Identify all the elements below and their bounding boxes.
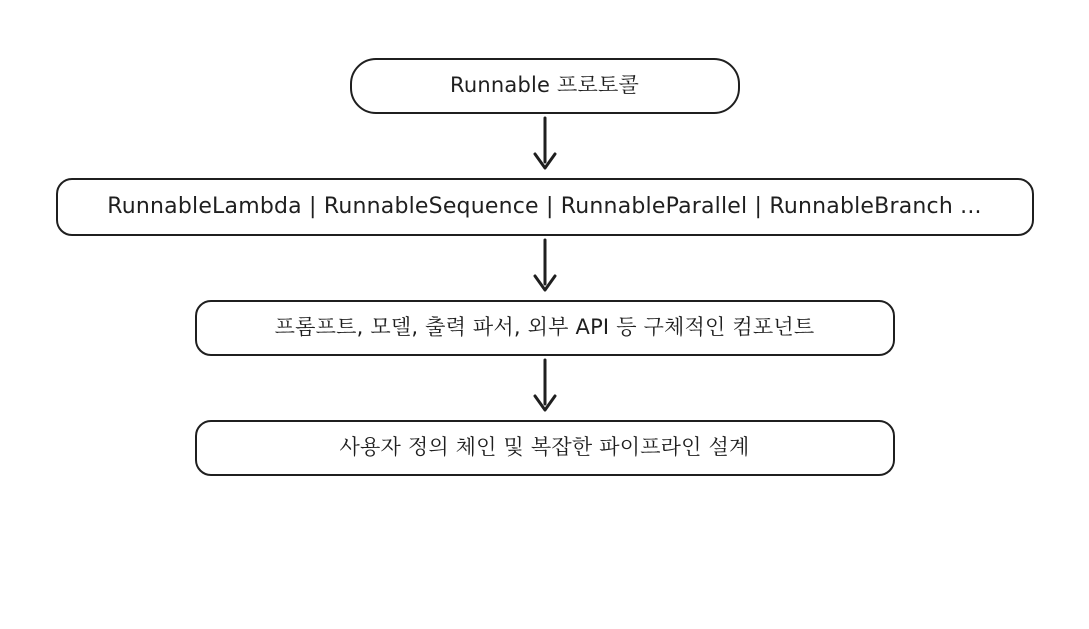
node-label: RunnableLambda | RunnableSequence | RunnableParallel | RunnableBranch ...: [107, 193, 982, 219]
node-runnable-implementations: [56, 178, 1034, 236]
node-custom-chain-design: [195, 420, 895, 476]
node-label: 사용자 정의 체인 및 복잡한 파이프라인 설계: [339, 435, 750, 460]
node-runnable-protocol: [350, 58, 740, 114]
node-label: 프롬프트, 모델, 출력 파서, 외부 API 등 구체적인 컴포넌트: [274, 315, 815, 340]
node-label: Runnable 프로토콜: [450, 73, 639, 98]
arrow-down-icon-3: [525, 356, 565, 420]
arrow-down-icon-2: [525, 236, 565, 300]
node-components: [195, 300, 895, 356]
arrow-down-icon-1: [525, 114, 565, 178]
